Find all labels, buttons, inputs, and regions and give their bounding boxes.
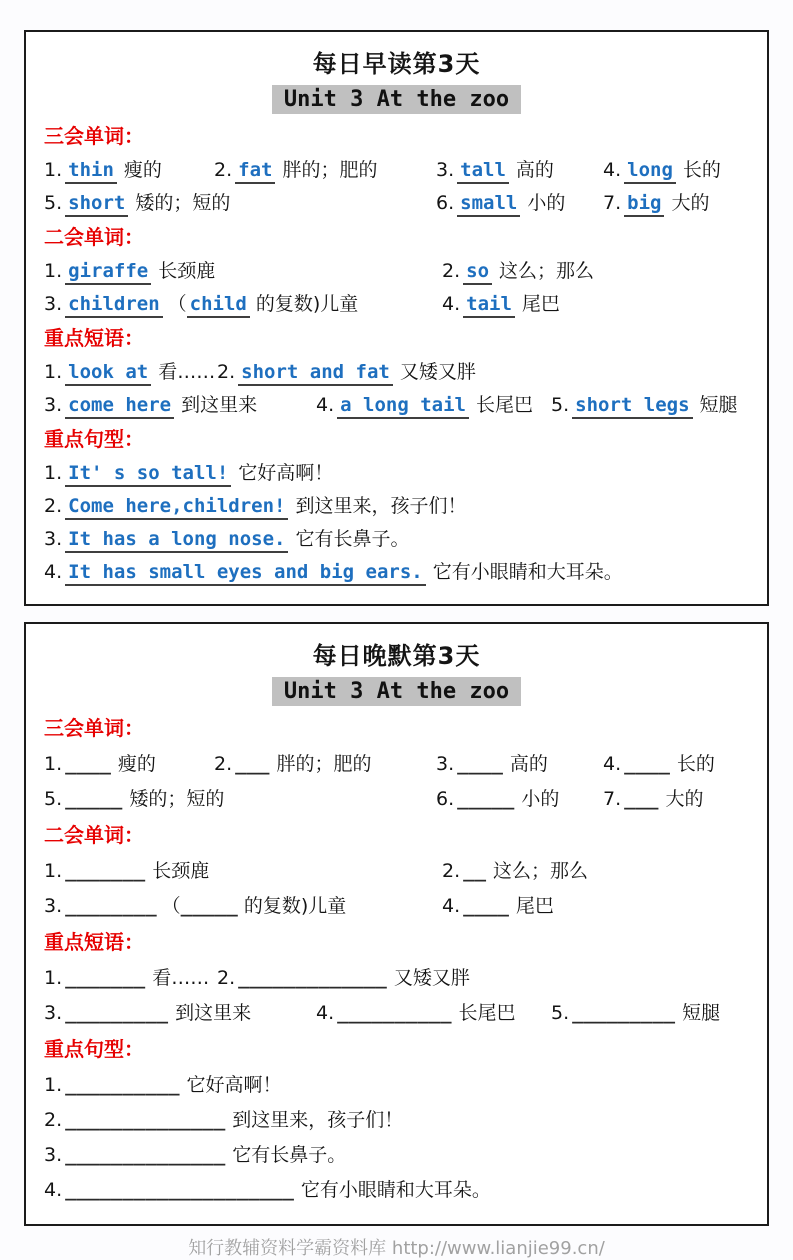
- item-number: 4.: [316, 1002, 335, 1024]
- item-number: 5.: [44, 788, 63, 810]
- item-number: 2.: [442, 260, 461, 282]
- evening-card: [24, 622, 769, 1226]
- paren-open: （: [167, 293, 187, 315]
- sentence-item: [44, 1070, 282, 1097]
- blank-line: _____________: [238, 967, 387, 989]
- blank-line: ________: [65, 895, 157, 917]
- sentence-item: [44, 458, 333, 485]
- blank-line: ____: [463, 895, 509, 917]
- phrase-item: [44, 390, 316, 417]
- unit-subtitle: Unit 3 At the zoo: [272, 85, 521, 114]
- morning-card: [24, 30, 769, 606]
- phrase-item: [217, 963, 470, 990]
- section-header-key-phrases: 重点短语：: [44, 326, 144, 350]
- vocab-item: [442, 289, 560, 316]
- chinese-meaning: 大的: [671, 192, 710, 214]
- vocab-row: [44, 155, 749, 182]
- english-word: thin: [65, 159, 117, 184]
- phrase-item: [44, 963, 217, 990]
- footer-watermark: 知行教辅资料学霸资料库 http://www.lianjie99.cn/: [188, 1238, 605, 1259]
- item-number: 3.: [436, 753, 455, 775]
- vocab-row: [44, 856, 749, 883]
- item-number: 4.: [442, 293, 461, 315]
- english-word: long: [624, 159, 676, 184]
- vocab-item: [44, 856, 442, 883]
- chinese-meaning: 长的: [682, 159, 721, 181]
- chinese-meaning: 矮的；短的: [129, 788, 225, 810]
- item-number: 3.: [44, 528, 63, 550]
- unit-subtitle-row: [44, 677, 749, 706]
- item-number: 3.: [44, 293, 63, 315]
- item-number: 6.: [436, 192, 455, 214]
- chinese-meaning: 长颈鹿: [158, 260, 216, 282]
- vocab-row: [44, 256, 749, 283]
- phrase-item: [44, 357, 217, 384]
- english-word: so: [463, 260, 492, 285]
- phrase-row: [44, 998, 749, 1025]
- vocab-item: [44, 289, 442, 316]
- paren-open: （: [161, 895, 181, 917]
- section-header-three-know-words: 三会单词：: [44, 716, 144, 740]
- english-phrase: look at: [65, 361, 151, 386]
- vocab-item: [603, 188, 709, 215]
- english-sentence: Come here,children!: [65, 495, 288, 520]
- item-number: 5.: [551, 1002, 570, 1024]
- chinese-meaning: 尾巴: [515, 895, 554, 917]
- chinese-meaning: 看……: [158, 361, 216, 383]
- chinese-meaning: 的复数)儿童: [255, 293, 359, 315]
- sentence-item: [44, 1140, 346, 1167]
- item-number: 4.: [603, 753, 622, 775]
- blank-line: ____: [624, 753, 670, 775]
- chinese-meaning: 小的: [521, 788, 560, 810]
- blank-line: ______________: [65, 1109, 226, 1131]
- vocab-item: [436, 155, 603, 182]
- card-title: 每日早读第3天: [312, 50, 481, 78]
- sentence-item: [44, 1105, 403, 1132]
- chinese-meaning: 大的: [665, 788, 704, 810]
- vocab-item: [436, 749, 603, 776]
- chinese-meaning: 它有长鼻子。: [295, 528, 410, 550]
- blank-line: _____: [457, 788, 515, 810]
- blank-line: __: [463, 860, 487, 882]
- sentence-row: [44, 524, 749, 551]
- chinese-meaning: 短腿: [682, 1002, 721, 1024]
- vocab-item: [214, 749, 436, 776]
- chinese-meaning: 看……: [152, 967, 210, 989]
- chinese-meaning: 小的: [527, 192, 566, 214]
- section-header-three-know-words: 三会单词：: [44, 124, 144, 148]
- vocab-item: [436, 784, 603, 811]
- phrase-item: [44, 998, 316, 1025]
- phrase-item: [551, 998, 720, 1025]
- vocab-row: [44, 188, 749, 215]
- english-word: short: [65, 192, 128, 217]
- chinese-meaning: 到这里来，孩子们！: [232, 1109, 404, 1131]
- vocab-item: [442, 891, 554, 918]
- item-number: 4.: [603, 159, 622, 181]
- section-header-key-sentences: 重点句型：: [44, 1037, 144, 1061]
- section-header-two-know-words: 二会单词：: [44, 823, 144, 847]
- sentence-row: [44, 1175, 749, 1202]
- chinese-meaning: 长颈鹿: [152, 860, 210, 882]
- vocab-row: [44, 289, 749, 316]
- item-number: 4.: [44, 1179, 63, 1201]
- blank-line: ___: [235, 753, 270, 775]
- chinese-meaning: 这么；那么: [499, 260, 595, 282]
- sentence-row: [44, 557, 749, 584]
- vocab-item: [603, 749, 715, 776]
- english-sentence: It' s so tall!: [65, 462, 231, 487]
- phrase-row: [44, 963, 749, 990]
- english-word: child: [187, 293, 250, 318]
- vocab-row: [44, 891, 749, 918]
- english-phrase: a long tail: [337, 394, 469, 419]
- blank-line: _____: [180, 895, 238, 917]
- item-number: 1.: [44, 753, 63, 775]
- blank-line: _______: [65, 967, 146, 989]
- chinese-meaning: 它有小眼睛和大耳朵。: [300, 1179, 491, 1201]
- vocab-item: [44, 749, 214, 776]
- english-phrase: short legs: [572, 394, 692, 419]
- section-header-key-sentences: 重点句型：: [44, 427, 144, 451]
- chinese-meaning: 矮的；短的: [135, 192, 231, 214]
- chinese-meaning: 瘦的: [123, 159, 162, 181]
- item-number: 5.: [551, 394, 570, 416]
- sentence-row: [44, 1070, 749, 1097]
- phrase-item: [551, 390, 738, 417]
- english-phrase: short and fat: [238, 361, 393, 386]
- vocab-item: [44, 784, 436, 811]
- item-number: 2.: [44, 1109, 63, 1131]
- blank-line: _____: [65, 788, 123, 810]
- english-word: tall: [457, 159, 509, 184]
- vocab-item: [44, 256, 442, 283]
- sentence-item: [44, 491, 467, 518]
- chinese-meaning: 长的: [676, 753, 715, 775]
- sentence-item: [44, 524, 410, 551]
- item-number: 2.: [44, 495, 63, 517]
- sentence-row: [44, 491, 749, 518]
- item-number: 2.: [217, 967, 236, 989]
- chinese-meaning: 它有长鼻子。: [232, 1144, 347, 1166]
- english-sentence: It has a long nose.: [65, 528, 288, 553]
- item-number: 7.: [603, 192, 622, 214]
- vocab-item: [436, 188, 603, 215]
- sentence-row: [44, 1105, 749, 1132]
- vocab-item: [44, 155, 214, 182]
- chinese-meaning: 到这里来，孩子们！: [295, 495, 467, 517]
- item-number: 1.: [44, 1074, 63, 1096]
- vocab-item: [44, 891, 442, 918]
- item-number: 1.: [44, 860, 63, 882]
- chinese-meaning: 这么；那么: [493, 860, 589, 882]
- english-word: fat: [235, 159, 275, 184]
- vocab-item: [44, 188, 436, 215]
- blank-line: ____: [457, 753, 503, 775]
- chinese-meaning: 它好高啊！: [238, 462, 334, 484]
- item-number: 3.: [436, 159, 455, 181]
- item-number: 1.: [44, 361, 63, 383]
- phrase-item: [316, 390, 551, 417]
- vocab-item: [603, 155, 721, 182]
- item-number: 3.: [44, 394, 63, 416]
- vocab-item: [603, 784, 703, 811]
- blank-line: _______: [65, 860, 146, 882]
- chinese-meaning: 短腿: [699, 394, 738, 416]
- chinese-meaning: 尾巴: [521, 293, 560, 315]
- blank-line: __________: [337, 1002, 452, 1024]
- blank-line: ____________________: [65, 1179, 294, 1201]
- item-number: 5.: [44, 192, 63, 214]
- phrase-item: [316, 998, 551, 1025]
- sentence-row: [44, 458, 749, 485]
- blank-line: _________: [572, 1002, 676, 1024]
- card-title: 每日晚默第3天: [312, 642, 481, 670]
- vocab-item: [442, 256, 594, 283]
- vocab-item: [214, 155, 436, 182]
- blank-line: _________: [65, 1002, 169, 1024]
- chinese-meaning: 到这里来: [181, 394, 258, 416]
- item-number: 2.: [214, 753, 233, 775]
- sentence-row: [44, 1140, 749, 1167]
- english-sentence: It has small eyes and big ears.: [65, 561, 426, 586]
- item-number: 2.: [217, 361, 236, 383]
- sentence-item: [44, 1175, 491, 1202]
- phrase-row: [44, 390, 749, 417]
- chinese-meaning: 的复数)儿童: [243, 895, 347, 917]
- chinese-meaning: 它有小眼睛和大耳朵。: [432, 561, 623, 583]
- item-number: 1.: [44, 260, 63, 282]
- item-number: 1.: [44, 462, 63, 484]
- english-word: small: [457, 192, 520, 217]
- vocab-row: [44, 749, 749, 776]
- item-number: 2.: [442, 860, 461, 882]
- item-number: 1.: [44, 159, 63, 181]
- item-number: 1.: [44, 967, 63, 989]
- unit-subtitle: Unit 3 At the zoo: [272, 677, 521, 706]
- sentence-item: [44, 557, 623, 584]
- item-number: 3.: [44, 1144, 63, 1166]
- chinese-meaning: 又矮又胖: [393, 967, 470, 989]
- section-header-two-know-words: 二会单词：: [44, 225, 144, 249]
- item-number: 4.: [44, 561, 63, 583]
- item-number: 3.: [44, 895, 63, 917]
- phrase-item: [217, 357, 476, 384]
- chinese-meaning: 它好高啊！: [186, 1074, 282, 1096]
- english-phrase: come here: [65, 394, 174, 419]
- chinese-meaning: 到这里来: [175, 1002, 252, 1024]
- chinese-meaning: 瘦的: [117, 753, 156, 775]
- item-number: 3.: [44, 1002, 63, 1024]
- item-number: 2.: [214, 159, 233, 181]
- vocab-item: [442, 856, 588, 883]
- item-number: 7.: [603, 788, 622, 810]
- blank-line: ______________: [65, 1144, 226, 1166]
- chinese-meaning: 长尾巴: [458, 1002, 516, 1024]
- section-header-key-phrases: 重点短语：: [44, 930, 144, 954]
- item-number: 6.: [436, 788, 455, 810]
- chinese-meaning: 又矮又胖: [399, 361, 476, 383]
- english-word: giraffe: [65, 260, 151, 285]
- blank-line: ___: [624, 788, 659, 810]
- blank-line: __________: [65, 1074, 180, 1096]
- phrase-row: [44, 357, 749, 384]
- chinese-meaning: 长尾巴: [475, 394, 533, 416]
- english-word: tail: [463, 293, 515, 318]
- english-word: children: [65, 293, 163, 318]
- chinese-meaning: 胖的；肥的: [282, 159, 378, 181]
- item-number: 4.: [442, 895, 461, 917]
- blank-line: ____: [65, 753, 111, 775]
- unit-subtitle-row: [44, 85, 749, 114]
- chinese-meaning: 胖的；肥的: [276, 753, 372, 775]
- chinese-meaning: 高的: [515, 159, 554, 181]
- vocab-row: [44, 784, 749, 811]
- english-word: big: [624, 192, 664, 217]
- item-number: 4.: [316, 394, 335, 416]
- chinese-meaning: 高的: [509, 753, 548, 775]
